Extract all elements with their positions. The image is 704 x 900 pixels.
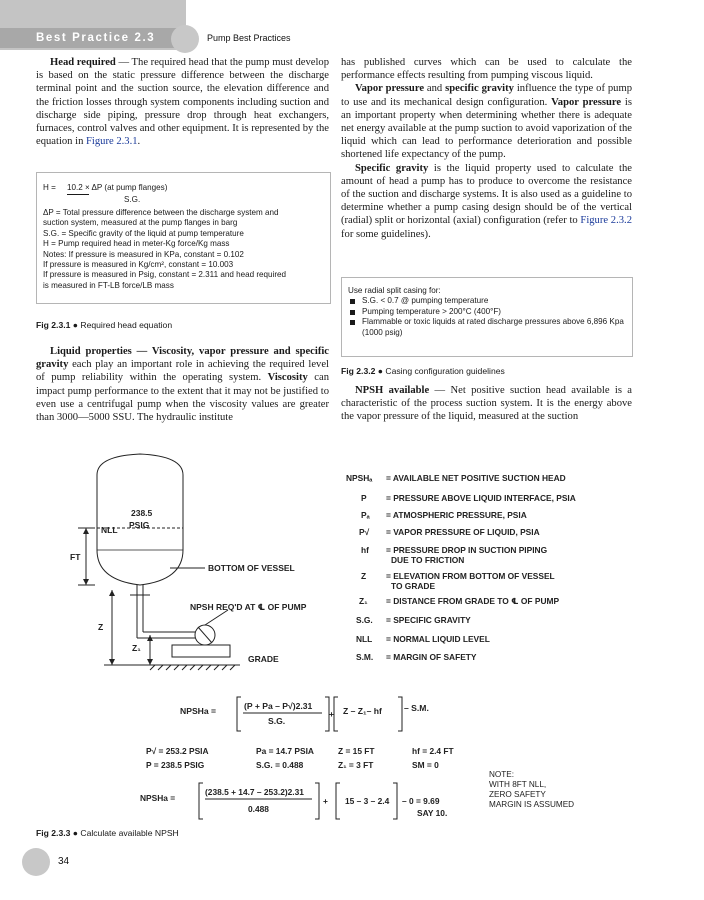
vapor-text-2: is an important property when determining whether there is adequate net energy available at the pump suction to avoid vaporization of the liquid which can lead to performance deterioration and possible shortened life expectancy of the pump. <box>341 96 632 161</box>
npsh-reqd-label: NPSH REQ'D AT ℄ OF PUMP <box>190 602 307 612</box>
value: S.G. = 0.488 <box>256 760 304 770</box>
vapor-text: influence the type of pump to use and its mechanical design configuration. <box>341 83 633 108</box>
grade-label: GRADE <box>248 654 279 664</box>
header-circle <box>171 25 199 53</box>
plus: + <box>329 709 335 719</box>
legend-definition: = PRESSURE DROP IN SUCTION PIPING <box>386 545 548 555</box>
z1-label: Z₁ <box>132 643 141 653</box>
legend-symbol: S.M. <box>356 652 374 662</box>
note-line: NOTE: <box>489 770 515 779</box>
specific-gravity-term: specific gravity <box>445 83 514 95</box>
specific-gravity-term-2: Specific gravity <box>355 162 429 174</box>
casing-item-text: S.G. < 0.7 @ pumping temperature <box>362 296 489 306</box>
pump-base <box>172 645 230 657</box>
caption-text: Casing configuration guidelines <box>385 366 505 376</box>
equation-definitions <box>43 208 325 291</box>
caption-label: Fig 2.3.2 <box>341 366 376 376</box>
legend-definition: = NORMAL LIQUID LEVEL <box>386 634 490 644</box>
value: Z₁ = 3 FT <box>338 760 374 770</box>
legend-definition: = SPECIFIC GRAVITY <box>386 615 471 625</box>
formula-middle: Z – Z₁– hf <box>343 706 382 716</box>
definition-line: If pressure is measured in Kg/cm², constant = 10.003 <box>43 260 234 270</box>
viscosity-text: can impact pump performance to the extent that it may not be justified to even use a centrifugal pump when the viscosity values are greater than 3000—5000 SSU. The hydraulic institute <box>36 372 329 424</box>
definition-line: H = Pump required head in meter-Kg force/Kg mass <box>43 239 230 249</box>
section-label: Best Practice 2.3 <box>36 32 156 44</box>
bullet-icon <box>350 320 355 325</box>
and: and <box>424 83 446 95</box>
vapor-pressure-term-2: Vapor pressure <box>551 96 622 108</box>
eq-lhs: H = <box>43 183 56 192</box>
legend-symbol: NPSHₐ <box>346 473 373 483</box>
npsh-available-term: NPSH available <box>355 385 430 396</box>
pump-leader <box>205 610 228 625</box>
calc-result: – 0 = 9.69 <box>402 796 440 806</box>
legend-definition: = AVAILABLE NET POSITIVE SUCTION HEAD <box>386 473 566 483</box>
value: Z = 15 FT <box>338 746 375 756</box>
calc-lhs: NPSHa = <box>140 793 176 803</box>
legend-definition: = DISTANCE FROM GRADE TO ℄ OF PUMP <box>386 596 560 606</box>
right-column-text <box>341 56 632 241</box>
calc-denominator: 0.488 <box>248 804 269 814</box>
legend-definition: = PRESSURE ABOVE LIQUID INTERFACE, PSIA <box>386 493 576 503</box>
eq-denominator: S.G. <box>124 195 141 204</box>
definition-line: suction system, measured at the pump flanges in barg <box>43 218 238 228</box>
npsh-calculation <box>140 783 447 819</box>
running-title: Pump Best Practices <box>207 33 291 43</box>
sg-text-end: for some guidelines). <box>341 228 431 240</box>
note <box>489 770 574 809</box>
value: SM = 0 <box>412 760 439 770</box>
head-required-text: — The required head that the pump must develop is based on the static pressure difference between the discharge terminal point and the suction source, the elevation difference and the friction losses through system components including suction and discharge side piping, pressure drop through heat exchangers, furnaces, control valves and other equipment. It is represented by the equation in <box>36 57 329 148</box>
note-line: ZERO SAFETY <box>489 790 546 799</box>
legend-definition: = MARGIN OF SAFETY <box>386 652 477 662</box>
given-values <box>146 746 455 770</box>
formula-sm: – S.M. <box>404 703 429 713</box>
casing-item <box>348 317 626 338</box>
casing-item <box>348 307 626 317</box>
fig-2-3-1-link[interactable]: Figure 2.3.1 <box>86 136 138 148</box>
legend-symbol: Pₐ <box>361 510 370 520</box>
fig-2-3-1-caption: Fig 2.3.1 ● Required head equation <box>36 320 173 330</box>
vessel-pressure: 238.5 <box>131 508 153 518</box>
bullet-icon <box>350 299 355 304</box>
legend-symbol: P <box>361 493 367 503</box>
left-paragraph-head-required <box>36 56 329 148</box>
value: P√ = 253.2 PSIA <box>146 746 209 756</box>
vessel-psig: PSIG <box>129 520 150 530</box>
bottom-of-vessel-label: BOTTOM OF VESSEL <box>208 563 295 573</box>
head-required-term: Head required <box>50 57 116 68</box>
legend <box>346 473 576 662</box>
fig-2-3-2-box <box>341 277 633 357</box>
fig-2-3-2-link[interactable]: Figure 2.3.2 <box>580 215 632 227</box>
fig-2-3-2-caption: Fig 2.3.2 ● Casing configuration guidelines <box>341 366 505 376</box>
casing-item <box>348 296 626 306</box>
legend-symbol: S.G. <box>356 615 373 625</box>
casing-title: Use radial split casing for: <box>348 286 441 295</box>
definition-line: is measured in FT-LB force/LB mass <box>43 280 174 290</box>
eq-fraction-bar <box>67 194 89 195</box>
punct: . <box>137 136 141 148</box>
casing-item-text: Pumping temperature > 200°C (400°F) <box>362 306 501 316</box>
formula-lhs: NPSHa = <box>180 706 217 716</box>
specific-gravity-text: is the liquid property used to calculate the amount of head a pump has to produce to overcome the resistance of the suction and discharge systems. It is also used as a guideline to determine whether a pump casing design should be of the vertical (radial) split or horizontal (axial) configuration (refer to <box>341 162 632 227</box>
definition-line: If pressure is measured in Psig, constant = 2.311 and head required <box>43 270 287 280</box>
value: Pa = 14.7 PSIA <box>256 746 314 756</box>
definition-line: S.G. = Specific gravity of the liquid at pump temperature <box>43 228 244 238</box>
nll-label: NLL <box>101 525 118 535</box>
legend-symbol: P√ <box>359 527 370 537</box>
eq-numerator: 10.2 × ΔP (at pump flanges) <box>67 183 168 192</box>
viscosity-term: Viscosity <box>267 372 308 384</box>
page-number: 34 <box>58 856 70 867</box>
required-head-equation <box>43 182 323 206</box>
page-number-circle <box>22 848 50 876</box>
right-paragraph-npsh <box>341 384 632 424</box>
calc-middle: 15 – 3 – 2.4 <box>345 796 390 806</box>
caption-label: Fig 2.3.1 <box>36 320 71 330</box>
legend-definition: = ATMOSPHERIC PRESSURE, PSIA <box>386 510 527 520</box>
formula-numerator: (P + Pa – P√)2.31 <box>244 701 313 711</box>
legend-definition-cont: DUE TO FRICTION <box>391 555 465 565</box>
bullet-icon <box>350 310 355 315</box>
caption-text: Calculate available NPSH <box>80 828 179 838</box>
plus: + <box>323 796 328 806</box>
suction-pipe-horizontal <box>137 632 195 638</box>
npsh-formula <box>180 697 429 731</box>
definition-line: ΔP = Total pressure difference between the discharge system and <box>43 208 279 217</box>
pump-impeller <box>198 627 212 643</box>
liquid-properties-term: Liquid properties — Viscosity, vapor pressure and specific gravity <box>36 346 329 371</box>
formula-denominator: S.G. <box>268 716 286 726</box>
legend-symbol: Z <box>361 571 367 581</box>
definition-line: Notes: If pressure is measured in KPa, constant = 0.102 <box>43 249 244 259</box>
fig-2-3-1-box <box>36 172 331 304</box>
legend-definition: = VAPOR PRESSURE OF LIQUID, PSIA <box>386 527 540 537</box>
value: P = 238.5 PSIG <box>146 760 205 770</box>
calc-rounded: SAY 10. <box>417 808 448 818</box>
legend-definition-cont: TO GRADE <box>391 581 436 591</box>
vapor-pressure-term: Vapor pressure <box>355 83 425 95</box>
npsh-diagram <box>0 440 704 840</box>
npsh-available-text: — Net positive suction head available is a characteristic of the process suction system. It is the energy above the vapor pressure of the liquid, measured at the suction <box>341 385 632 423</box>
liquid-properties-text: each play an important role in achieving the required level of pump reliability within the operating system. <box>36 359 329 384</box>
caption-text: Required head equation <box>80 320 173 330</box>
legend-symbol: NLL <box>356 634 373 644</box>
note-line: WITH 8FT NLL, <box>489 780 547 789</box>
note-line: MARGIN IS ASSUMED <box>489 800 575 809</box>
legend-symbol: Z₁ <box>359 596 368 606</box>
z-label: Z <box>98 622 104 632</box>
caption-label: Fig 2.3.3 <box>36 828 71 838</box>
casing-item-text: Flammable or toxic liquids at rated discharge pressures above 6,896 Kpa (1000 psig) <box>362 317 624 337</box>
grade-hatch <box>150 665 235 670</box>
ft-label: FT <box>70 552 81 562</box>
legend-symbol: hf <box>361 545 369 555</box>
left-paragraph-liquid-properties <box>36 345 329 424</box>
fig-2-3-3-caption: Fig 2.3.3 ● Calculate available NPSH <box>36 828 179 838</box>
viscous-curves-text: has published curves which can be used to calculate the performance effects resulting from pumping viscous liquid. <box>341 57 632 82</box>
calc-numerator: (238.5 + 14.7 – 253.2)2.31 <box>205 787 304 797</box>
value: hf = 2.4 FT <box>412 746 454 756</box>
legend-definition: = ELEVATION FROM BOTTOM OF VESSEL <box>386 571 555 581</box>
